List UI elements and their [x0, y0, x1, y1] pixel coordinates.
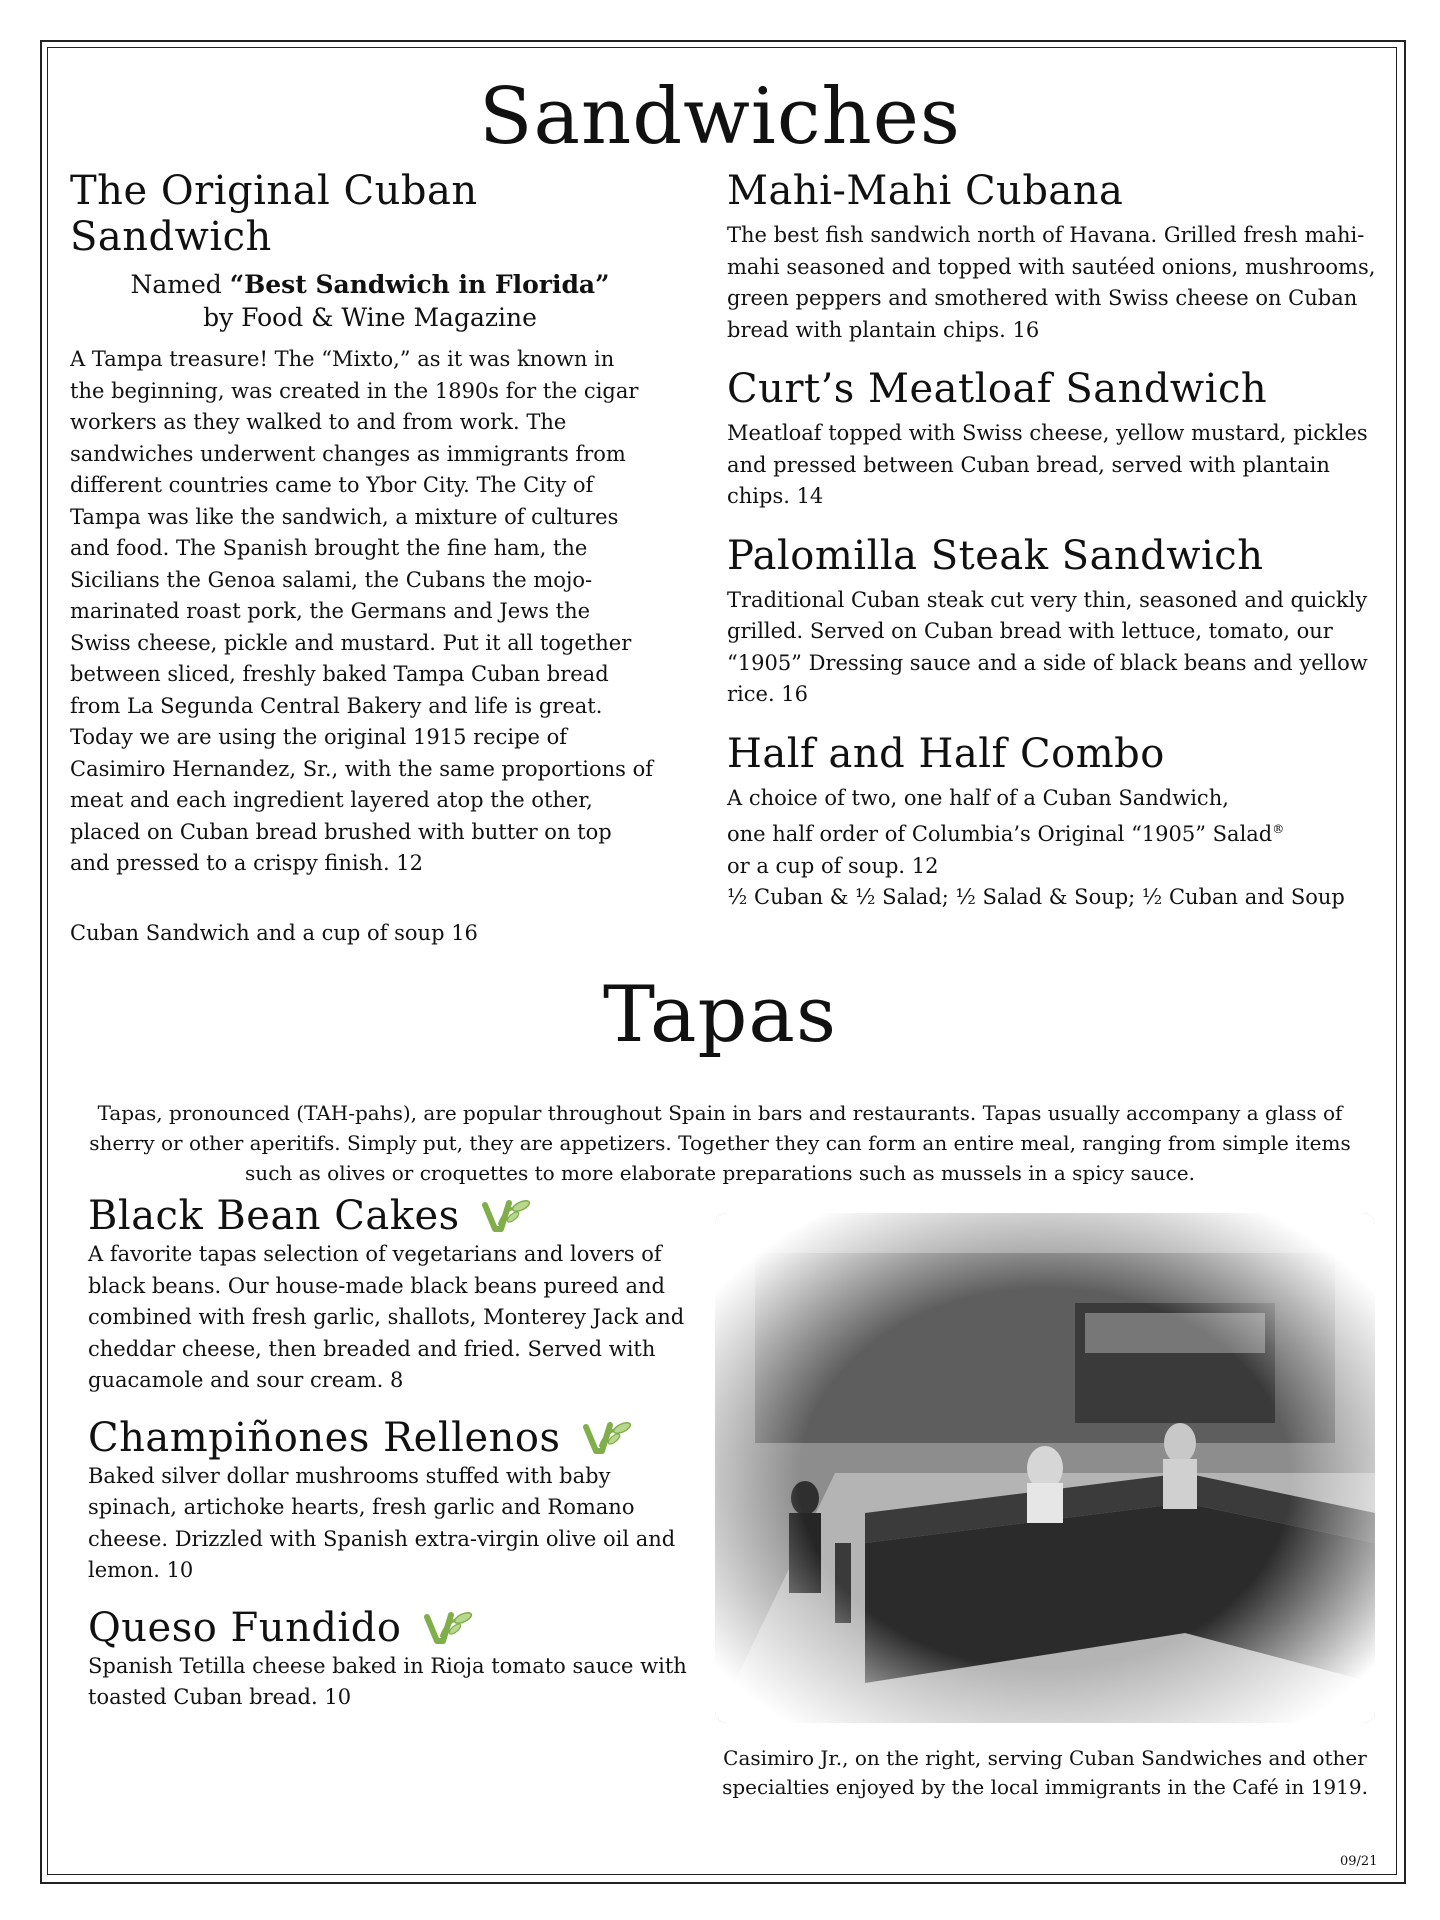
- combo-salad-text: one half order of Columbia’s Original “1905” Salad: [727, 822, 1273, 846]
- menu-item-title: Mahi-Mahi Cubana: [727, 168, 1124, 214]
- menu-item: [88, 1193, 688, 1397]
- menu-item-description: Spanish Tetilla cheese baked in Rioja tomato sauce with toasted Cuban bread. 10: [88, 1653, 687, 1709]
- award-prefix: Named: [130, 270, 230, 299]
- tapas-list: [88, 1193, 688, 1732]
- menu-item-title: Half and Half Combo: [727, 730, 1165, 777]
- historic-cafe-photo: [715, 1213, 1375, 1723]
- menu-item-title: Black Bean Cakes: [88, 1193, 460, 1239]
- menu-item-description: Traditional Cuban steak cut very thin, seasoned and quickly grilled. Served on Cuban bread with lettuce, tomato, our “1905” Dressing sauce and a side of black beans and yellow rice. 16: [727, 587, 1368, 706]
- menu-item-description: Baked silver dollar mushrooms stuffed with baby spinach, artichoke hearts, fresh garlic and Romano cheese. Drizzled with Spanish extra-virgin olive oil and lemon. 10: [88, 1463, 676, 1582]
- menu-item-title: Palomilla Steak Sandwich: [727, 532, 1264, 579]
- cuban-soup-combo: Cuban Sandwich and a cup of soup 16: [70, 920, 478, 945]
- cuban-sandwich-description: A Tampa treasure! The “Mixto,” as it was known in the beginning, was created in the 1890s for the cigar workers as they walked to and from work. The sandwiches underwent changes as immigrants from different countries came to Ybor City. The City of Tampa was like the sandwich, a mixture of cultures and food. The Spanish brought the fine ham, the Sicilians the Genoa salami, the Cubans the mojo-marinated roast pork, the Germans and Jews the Swiss cheese, pickle and mustard. Put it all together between sliced, freshly baked Tampa Cuban bread from La Segunda Central Bakery and life is great. Today we are using the original 1915 recipe of Casimiro Hernandez, Sr., with the same proportions of meat and each ingredient layered atop the other, placed on Cuban bread brushed with butter on top and pressed to a crispy finish. 12: [70, 347, 653, 875]
- menu-item: [88, 1415, 688, 1587]
- menu-item-description: Meatloaf topped with Swiss cheese, yellow mustard, pickles and pressed between Cuban bread, served with plantain chips. 14: [727, 421, 1368, 508]
- sandwiches-heading: Sandwiches: [479, 72, 961, 162]
- half-and-half-combo: [727, 731, 1387, 914]
- combo-line: [727, 814, 1387, 851]
- vegetarian-icon: [421, 1607, 477, 1649]
- menu-item: [727, 168, 1387, 346]
- menu-item-description: A favorite tapas selection of vegetarians and lovers of black beans. Our house-made black beans pureed and combined with fresh garlic, shallots, Monterey Jack and cheddar cheese, then breaded and fried. Served with guacamole and sour cream. 8: [88, 1242, 685, 1392]
- cafe-interior-illustration: [715, 1213, 1375, 1723]
- menu-item-title: Curt’s Meatloaf Sandwich: [727, 366, 1268, 412]
- combo-line: or a cup of soup. 12: [727, 853, 939, 878]
- tapas-heading: Tapas: [603, 970, 837, 1060]
- registered-mark: ®: [1272, 822, 1285, 836]
- award-source: by Food & Wine Magazine: [203, 303, 537, 332]
- photo-caption: Casimiro Jr., on the right, serving Cuban Sandwiches and other specialties enjoyed by the local immigrants in the Café in 1919.: [722, 1746, 1368, 1799]
- menu-item: [727, 366, 1387, 513]
- menu-item-description: The best fish sandwich north of Havana. Grilled fresh mahi-mahi seasoned and topped with sautéed onions, mushrooms, green peppers and smothered with Swiss cheese on Cuban bread with plantain chips. 16: [727, 223, 1376, 342]
- sandwich-list: [727, 168, 1387, 934]
- print-date-code: 09/21: [1340, 1854, 1378, 1869]
- combo-options: ½ Cuban & ½ Salad; ½ Salad & Soup; ½ Cuban and Soup: [727, 885, 1345, 909]
- vegetarian-icon: [479, 1195, 535, 1237]
- menu-item: [88, 1605, 688, 1714]
- menu-item: [727, 533, 1387, 711]
- cuban-sandwich-title: The Original Cuban Sandwich: [70, 168, 478, 260]
- menu-item-title: Queso Fundido: [88, 1604, 402, 1651]
- cuban-award-line: [70, 268, 670, 301]
- menu-item-title: Champiñones Rellenos: [88, 1414, 561, 1461]
- combo-line: A choice of two, one half of a Cuban Sandwich,: [727, 785, 1229, 810]
- cuban-sandwich-section: [70, 168, 670, 949]
- award-name: “Best Sandwich in Florida”: [229, 270, 610, 299]
- tapas-intro: Tapas, pronounced (TAH-pahs), are popular throughout Spain in bars and restaurants. Tapas usually accompany a glass of sherry or other aperitifs. Simply put, they are appetizers. Together they can form an entire meal, ranging from simple items such as olives or croquettes to more elaborate preparations such as mussels in a spicy sauce.: [89, 1101, 1351, 1185]
- vegetarian-icon: [580, 1417, 636, 1459]
